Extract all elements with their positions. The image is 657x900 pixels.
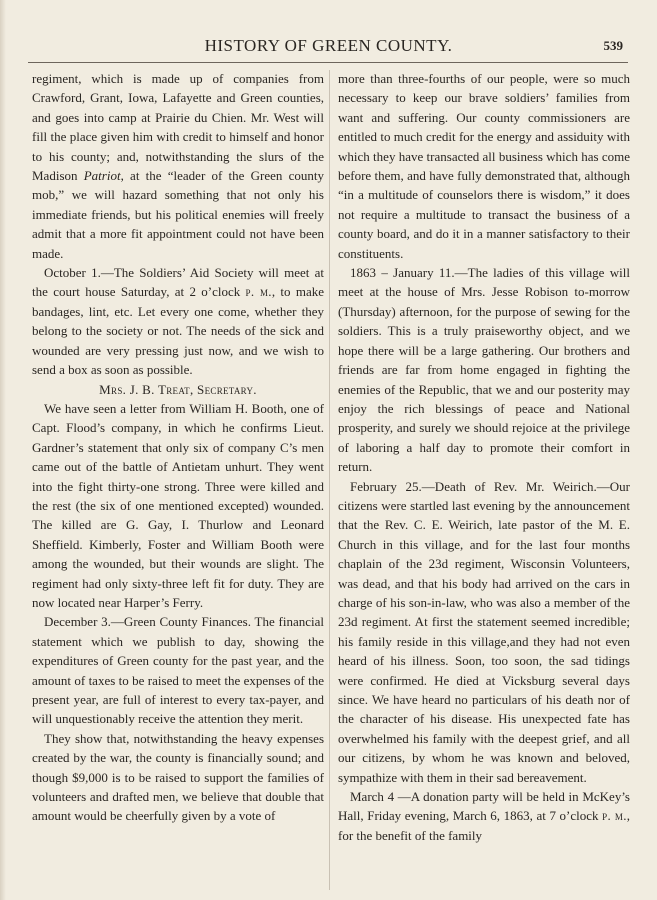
paragraph: October 1.—The Soldiers’ Aid Society will meet at the court house Saturday, at 2 o’clock p. m., to make bandages, lint, etc. Let every one come, whether they belong to the society or not. The needs of the sick and wounded are very pressing just now, and we wish to send a box as soon as possible. [32,265,325,378]
paragraph: They show that, notwithstanding the heavy expenses created by the war, the county is financially sound; and though $9,000 is to be raised to support the families of volunteers and drafted men, we believe that double that amount would be cheerfully given by a vote of [32,730,324,824]
paragraph: March 4 —A donation party will be held in McKey’s Hall, Friday evening, March 6, 1863, at 7 o’clock p. m., for the benefit of the family [338,789,630,843]
running-title: HISTORY OF GREEN COUNTY. [204,36,453,55]
paragraph: 1863 – January 11.—The ladies of this village will meet at the house of Mrs. Jesse Robison to-morrow (Thursday) afternoon, for the purpose of sewing for the soldiers. This is a truly praiseworthy object, and we hope there will be a large gathering. Our brothers and friends are far from home engaged in fighting the enemies of the Republic, that we and our posterity may enjoy the rich blessings of peace and National prosperity, and surely we should rejoice at the privilege of laboring a half day to promote their comfort in return. [338,265,630,475]
left-column [32,69,324,826]
page-number: 539 [603,38,623,53]
paragraph: February 25.—Death of Rev. Mr. Weirich.—Our citizens were startled last evening by the announcement that the Rev. C. E. Weirich, late pastor of the M. E. Church in this village, and for the last four months chaplain of the 23d regiment, Wisconsin Volunteers, was dead, and that his body had arrived on the cars in charge of his son-in-law, who was also a member of the 23d regiment. At first the statement seemed incredible; his family reside in this village,and they had not even heard of his illness. Soon, too soon, the sad tidings were confirmed. He died at Vicksburg several days since. We have heard no particulars of his death nor of the character of his disease. His unexpected fate has overwhelmed his family with the deepest grief, and all our citizens, by whom he was known and beloved, sympathize with them in their sad bereavement. [338,478,630,785]
right-column [338,69,630,845]
paragraph: December 3.—Green County Finances. The financial statement which we publish to day, showing the expenditures of Green county for the past year, and the amount of taxes to be raised to meet the expenses of the present year, are full of interest to every tax-payer, and will unquestionably receive the attention they merit. [32,614,324,727]
page-edge [0,0,6,900]
paragraph: We have seen a letter from William H. Booth, one of Capt. Flood’s company, in which he confirms Lieut. Gardner’s statement that only six of company C’s men came out of the battle of Antietam unhurt. They went into the fight thirty-one strong. Three were killed and the rest (the six of one mentioned excepted) wounded. The killed are G. Gay, I. Thurlow and Leonard Sheffield. Kimberly, Foster and William Booth were among the wounded, but their wounds are slight. The regiment had only sixty-three left fit for duty. They are now located near Harper’s Ferry. [32,400,324,610]
signature: Mrs. J. B. Treat, Secretary. [99,381,257,397]
paragraph: regiment, which is made up of companies from Crawford, Grant, Iowa, Lafayette and Green counties, and goes into camp at Prairie du Chien. Mr. West will fill the place given him with credit to himself and honor to his county; and, notwithstanding the slurs of the Madison Patriot, at the “leader of the Green county mob,” we will hazard something that not only his immediate friends, but his political enemies will freely admit that a more fit appointment could not have been made. [32,71,325,261]
header-rule [28,62,628,63]
column-divider [329,70,330,890]
paragraph: more than three-fourths of our people, were so much necessary to keep our brave soldiers’ families from want and suffering. Our county commissioners are entitled to much credit for the energy and assiduity with which they have transacted all business which has come before them, and have fully demonstrated that, although “in a multitude of counselors there is wisdom,” it does not require a multitude to transact the business of a county board, and do it in a manner satisfactory to their constituents. [338,71,630,261]
page-header [0,36,657,60]
